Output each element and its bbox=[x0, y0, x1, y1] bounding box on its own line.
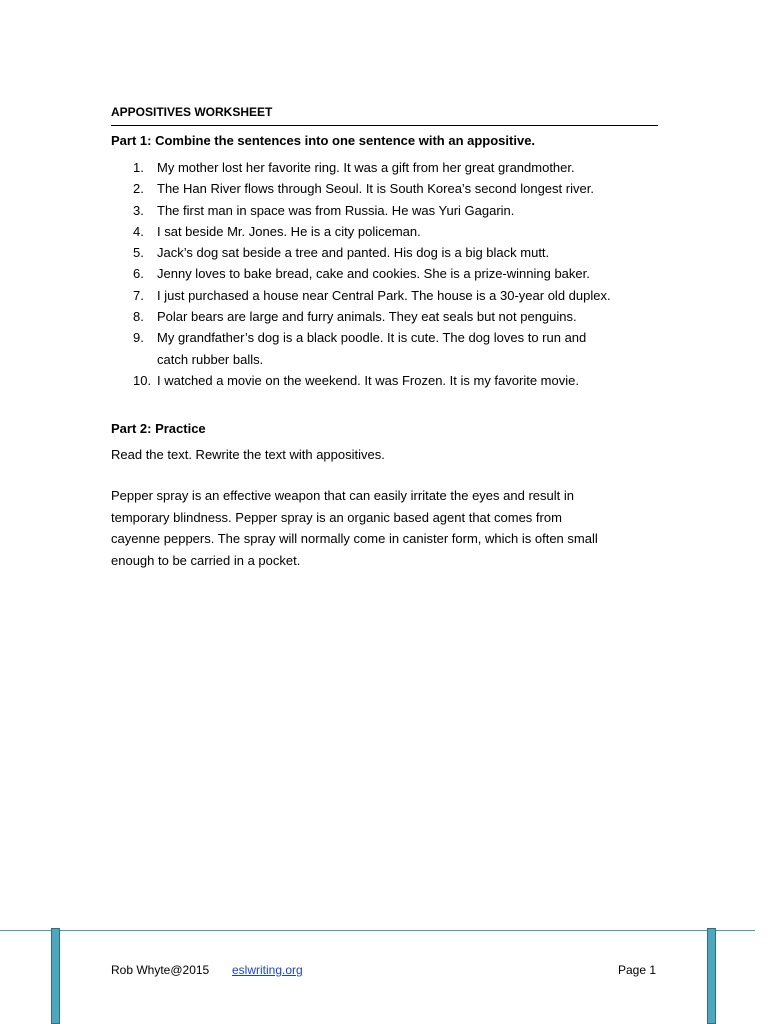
list-item-number: 4. bbox=[133, 223, 144, 239]
paragraph-line: cayenne peppers. The spray will normally come in canister form, which is often small bbox=[111, 531, 598, 547]
footer-page-number: Page 1 bbox=[618, 963, 657, 977]
paragraph-line: temporary blindness. Pepper spray is an organic based agent that comes from bbox=[111, 509, 562, 525]
list-item-number: 7. bbox=[133, 287, 144, 303]
list-item-text: The Han River flows through Seoul. It is South Korea’s second longest river. bbox=[157, 181, 594, 197]
list-item bbox=[111, 306, 658, 327]
footer-author: Rob Whyte@2015 bbox=[111, 963, 210, 977]
list-item bbox=[111, 285, 658, 306]
title-underline bbox=[111, 125, 658, 126]
list-item-number: 10. bbox=[133, 372, 152, 388]
list-item bbox=[111, 242, 658, 263]
footer-left-accent-bar bbox=[51, 928, 60, 1024]
list-item-text: I just purchased a house near Central Park. The house is a 30-year old duplex. bbox=[157, 287, 611, 303]
footer-right-accent-bar bbox=[707, 928, 716, 1024]
list-item-text: I watched a movie on the weekend. It was Frozen. It is my favorite movie. bbox=[157, 372, 579, 388]
list-item-text: Jenny loves to bake bread, cake and cookies. She is a prize-winning baker. bbox=[157, 266, 590, 282]
list-item-number: 2. bbox=[133, 181, 144, 197]
part2-instructions: Read the text. Rewrite the text with appositives. bbox=[111, 447, 385, 463]
list-item-number: 9. bbox=[133, 330, 144, 346]
footer-divider bbox=[0, 930, 755, 931]
list-item-number: 3. bbox=[133, 202, 144, 218]
list-item bbox=[111, 200, 658, 221]
paragraph-line: enough to be carried in a pocket. bbox=[111, 552, 301, 568]
list-item-text: Jack’s dog sat beside a tree and panted. His dog is a big black mutt. bbox=[157, 245, 550, 261]
list-item bbox=[111, 327, 658, 370]
part1-sentence-list bbox=[111, 157, 658, 391]
list-item bbox=[111, 370, 658, 391]
list-item bbox=[111, 157, 658, 178]
list-item bbox=[111, 221, 658, 242]
footer-website-link[interactable]: eslwriting.org bbox=[232, 963, 303, 977]
list-item-text: I sat beside Mr. Jones. He is a city policeman. bbox=[157, 223, 421, 239]
list-item-number: 5. bbox=[133, 245, 144, 261]
list-item-text: My grandfather’s dog is a black poodle. It is cute. The dog loves to run and bbox=[157, 330, 587, 346]
list-item bbox=[111, 178, 658, 199]
part1-heading: Part 1: Combine the sentences into one sentence with an appositive. bbox=[111, 133, 536, 148]
list-item-text: Polar bears are large and furry animals. They eat seals but not penguins. bbox=[157, 309, 577, 325]
list-item-text: My mother lost her favorite ring. It was a gift from her great grandmother. bbox=[157, 160, 575, 175]
practice-paragraph bbox=[111, 485, 658, 571]
paragraph-line: Pepper spray is an effective weapon that can easily irritate the eyes and result in bbox=[111, 488, 574, 504]
part2-heading: Part 2: Practice bbox=[111, 421, 206, 437]
list-item-number: 6. bbox=[133, 266, 144, 282]
worksheet-content bbox=[111, 104, 658, 571]
worksheet-title: APPOSITIVES WORKSHEET bbox=[111, 105, 273, 119]
list-item bbox=[111, 263, 658, 284]
list-item-text: The first man in space was from Russia. He was Yuri Gagarin. bbox=[157, 202, 515, 218]
list-item-number: 8. bbox=[133, 309, 144, 325]
list-item-text: catch rubber balls. bbox=[157, 351, 264, 367]
list-item-number: 1. bbox=[133, 160, 144, 175]
